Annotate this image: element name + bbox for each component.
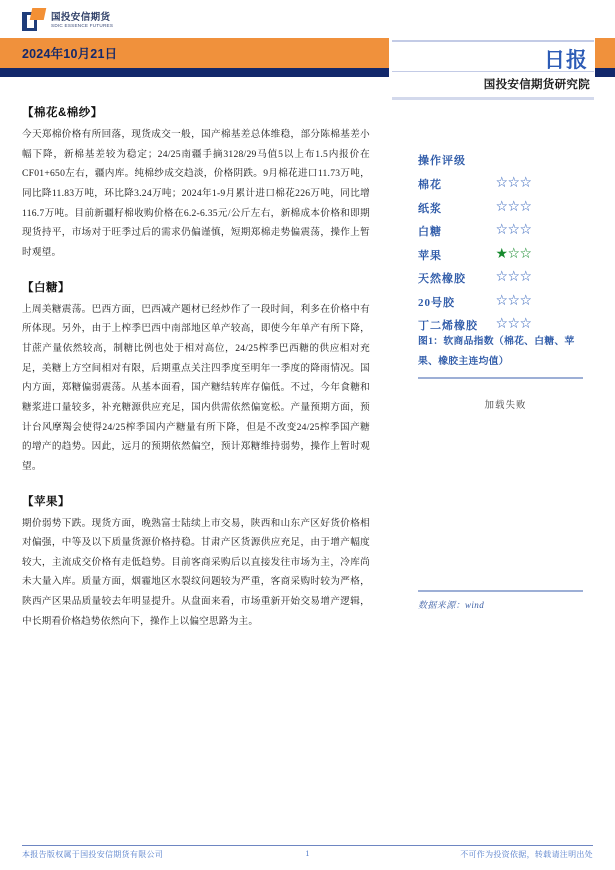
section-apple	[22, 493, 370, 632]
logo-company-name-en: SDIC ESSENCE FUTURES	[51, 22, 114, 28]
report-title: 日报	[544, 49, 588, 72]
figure-load-failed-message: 加载失败	[484, 400, 527, 411]
rating-row-natural-rubber	[418, 270, 593, 286]
header-orange-band-right	[595, 38, 615, 68]
operation-rating-panel	[418, 152, 593, 341]
header-divider	[392, 97, 594, 100]
footer-copyright: 本报告版权属于国投安信期货有限公司	[22, 850, 164, 859]
section-title-sugar: 【白糖】	[22, 281, 70, 294]
section-cotton	[22, 104, 370, 263]
section-body-apple: 期价弱势下跌。现货方面，晚熟富士陆续上市交易，陕西和山东产区好货价格相对偏强，中等及以下质量货源价格持稳。甘肃产区货源供应充足，由于增产幅度较大，主流成交价格有走低趋势。目前客商采购后以直接发往市场为主，冷库尚未大量入库。质量方面，烟霾地区水裂纹问题较为严重，客商采购时较为严格，陕西产区果品质量较去年明显提升。从盘面来看，市场重新开始交易增产逻辑，中长期看价格趋势依然向下，操作上以偏空思路为主。	[22, 517, 370, 627]
section-body-cotton: 今天郑棉价格有所回落，现货成交一般，国产棉基差总体维稳，部分陈棉基差小幅下降，新棉基差较为稳定；24/25南疆手摘3128/29马值5以上布1.5内报价在CF01+650左右，疆内库。纯棉纱成交趋淡，价格阴跌。9月棉花进口11.73万吨，同比降11.83万吨，环比降3.24万吨；2024年1-9月累计进口棉花226万吨，同比增116.7万吨。目前新疆籽棉收购价格在6.2-6.35元/公斤左右，新棉成本价格和即期现货持平，市场对于旺季过后的需求仍偏谨慎，短期郑棉走势偏震荡，操作上暂时观望。	[22, 129, 370, 258]
main-content-column	[22, 104, 370, 631]
research-institute-name: 国投安信期货研究院	[483, 79, 590, 91]
header-navy-band	[0, 68, 389, 77]
footer-page-number: 1	[305, 849, 310, 858]
rating-panel-heading: 操作评级	[418, 155, 466, 167]
rating-label-cotton: 棉花	[418, 179, 442, 191]
footer-disclaimer: 不可作为投资依据，转载请注明出处	[460, 850, 593, 859]
logo-text	[51, 11, 113, 28]
figure-caption: 图1：软商品指数（棉花、白糖、苹果、橡胶主连均值）	[418, 336, 575, 367]
rating-row-cotton	[418, 176, 593, 192]
logo-company-name-cn: 国投安信期货	[51, 12, 111, 24]
rating-label-rubber-20: 20号胶	[418, 296, 455, 309]
report-title-box	[392, 40, 594, 72]
company-logo	[22, 8, 113, 32]
section-body-sugar: 上周美糖震荡。巴西方面，巴西减产题材已经炒作了一段时间，利多在价格中有所体现。另外，由于上榨季巴西中南部地区单产较高，即使今年单产有所下降，甘蔗产量依然较高，制糖比例也处于相对高位，24/25榨季巴西糖的供应相对充足，美糖上方空间相对有限，后期重点关注四季度至明年一季度的降雨情况。国内方面，郑糖偏弱震荡。从基本面看，国产糖结转库存偏低。不过，今年食糖和糖浆进口量较多，补充糖源供应充足，国内供需依然偏宽松。产量预期方面，预计台风摩羯会使得24/25榨季国内产糖量有所下降，但是不改变24/25榨季国产糖的增产的趋势。因此，远月的预期依然偏空，预计郑糖维持弱势，操作上暂时观望。	[22, 303, 370, 472]
rating-stars-pulp: ☆☆☆	[496, 200, 532, 213]
logo-orange-square-icon	[30, 8, 47, 20]
rating-row-apple	[418, 247, 593, 263]
rating-stars-cotton: ☆☆☆	[496, 177, 532, 190]
rating-stars-sugar: ☆☆☆	[496, 224, 532, 237]
footer-divider	[22, 845, 593, 846]
section-title-cotton: 【棉花&棉纱】	[22, 107, 103, 119]
figure-source-divider	[418, 590, 583, 592]
logo-mark-icon	[22, 8, 46, 32]
rating-label-apple: 苹果	[418, 249, 442, 262]
section-title-apple: 【苹果】	[22, 495, 70, 508]
figure-caption-divider	[418, 377, 583, 379]
rating-label-sugar: 白糖	[418, 226, 442, 238]
rating-label-pulp: 纸浆	[418, 202, 442, 215]
rating-stars-rubber-20: ☆☆☆	[496, 294, 532, 307]
rating-stars-butadiene-rubber: ☆☆☆	[496, 318, 532, 331]
rating-label-butadiene-rubber: 丁二烯橡胶	[418, 320, 478, 332]
rating-label-natural-rubber: 天然橡胶	[418, 273, 466, 285]
rating-stars-natural-rubber: ☆☆☆	[496, 271, 532, 284]
figure-source: 数据来源：wind	[418, 600, 485, 610]
report-date: 2024年10月21日	[22, 47, 118, 61]
rating-stars-apple: ★☆☆	[496, 247, 532, 260]
figure-block	[418, 332, 593, 411]
rating-row-butadiene-rubber	[418, 317, 593, 333]
rating-row-sugar	[418, 223, 593, 239]
rating-row-pulp	[418, 200, 593, 216]
rating-row-rubber-20	[418, 294, 593, 310]
section-sugar	[22, 279, 370, 477]
header-navy-band-right	[595, 68, 615, 77]
